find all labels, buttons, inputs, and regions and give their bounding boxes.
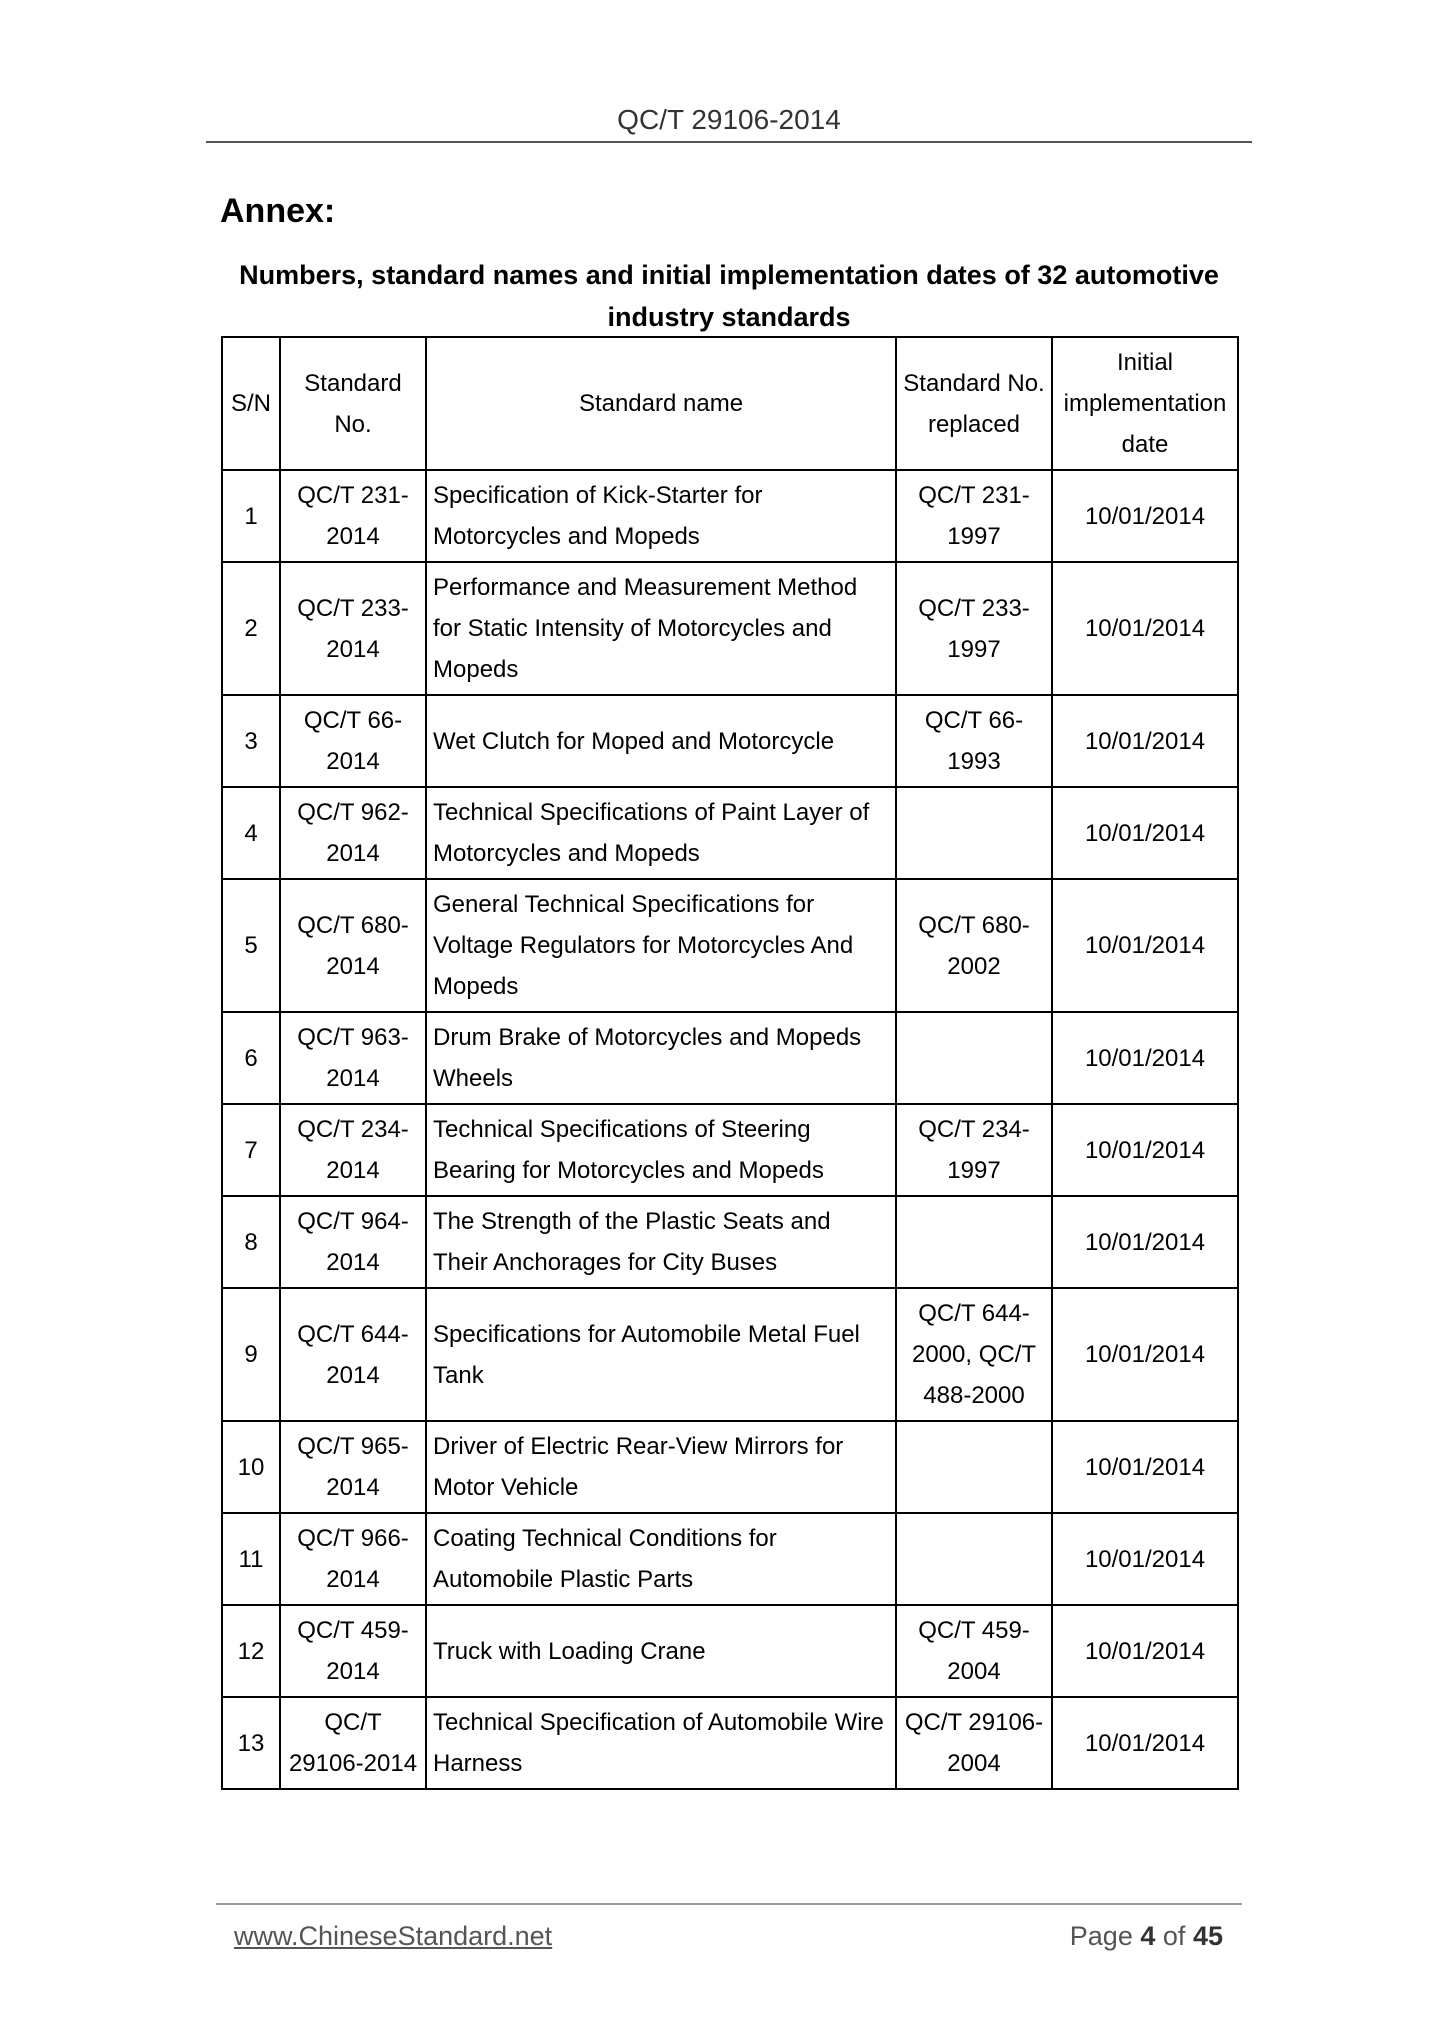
cell-standard-no: QC/T 965-2014 [280, 1421, 426, 1513]
cell-implementation-date: 10/01/2014 [1052, 1421, 1238, 1513]
cell-implementation-date: 10/01/2014 [1052, 879, 1238, 1012]
cell-standard-no: QC/T 233-2014 [280, 562, 426, 695]
cell-standard-name: Driver of Electric Rear-View Mirrors for Motor Vehicle [426, 1421, 896, 1513]
cell-implementation-date: 10/01/2014 [1052, 1513, 1238, 1605]
table-row [222, 1421, 1238, 1513]
cell-standard-no: QC/T 234-2014 [280, 1104, 426, 1196]
cell-sn: 5 [222, 879, 280, 1012]
cell-standard-no: QC/T 644-2014 [280, 1288, 426, 1421]
document-header-title: QC/T 29106-2014 [617, 104, 841, 135]
footer-divider [216, 1903, 1242, 1905]
cell-sn: 8 [222, 1196, 280, 1288]
table-header-row [222, 337, 1238, 470]
cell-sn: 13 [222, 1697, 280, 1789]
cell-sn: 11 [222, 1513, 280, 1605]
annex-heading: Annex: [220, 192, 336, 230]
cell-standard-replaced [896, 1513, 1052, 1605]
table-row [222, 695, 1238, 787]
table-row [222, 787, 1238, 879]
cell-standard-name: Technical Specifications of Steering Bearing for Motorcycles and Mopeds [426, 1104, 896, 1196]
cell-standard-name: Wet Clutch for Moped and Motorcycle [426, 695, 896, 787]
table-row [222, 1196, 1238, 1288]
cell-sn: 2 [222, 562, 280, 695]
cell-standard-name: Performance and Measurement Method for Static Intensity of Motorcycles and Mopeds [426, 562, 896, 695]
cell-implementation-date: 10/01/2014 [1052, 787, 1238, 879]
table-row [222, 1012, 1238, 1104]
column-header-standard-name: Standard name [426, 337, 896, 470]
cell-standard-replaced: QC/T 233-1997 [896, 562, 1052, 695]
cell-implementation-date: 10/01/2014 [1052, 470, 1238, 562]
column-header-sn: S/N [222, 337, 280, 470]
cell-sn: 1 [222, 470, 280, 562]
table-row [222, 1513, 1238, 1605]
cell-implementation-date: 10/01/2014 [1052, 1288, 1238, 1421]
cell-standard-name: Coating Technical Conditions for Automobile Plastic Parts [426, 1513, 896, 1605]
cell-standard-no: QC/T 231-2014 [280, 470, 426, 562]
cell-standard-no: QC/T 963-2014 [280, 1012, 426, 1104]
table-row [222, 879, 1238, 1012]
cell-implementation-date: 10/01/2014 [1052, 1697, 1238, 1789]
column-header-standard-no: Standard No. [280, 337, 426, 470]
table-title: Numbers, standard names and initial implementation dates of 32 automotive industry standards [239, 260, 1219, 332]
cell-standard-name: Technical Specification of Automobile Wire Harness [426, 1697, 896, 1789]
cell-standard-name: The Strength of the Plastic Seats and Their Anchorages for City Buses [426, 1196, 896, 1288]
cell-implementation-date: 10/01/2014 [1052, 1104, 1238, 1196]
cell-standard-no: QC/T 459-2014 [280, 1605, 426, 1697]
cell-standard-replaced: QC/T 644-2000, QC/T 488-2000 [896, 1288, 1052, 1421]
cell-sn: 10 [222, 1421, 280, 1513]
cell-standard-replaced: QC/T 29106-2004 [896, 1697, 1052, 1789]
cell-standard-name: Technical Specifications of Paint Layer of Motorcycles and Mopeds [426, 787, 896, 879]
cell-sn: 6 [222, 1012, 280, 1104]
page-total: 45 [1192, 1921, 1223, 1951]
page-label: Page [1069, 1921, 1133, 1951]
cell-standard-no: QC/T 29106-2014 [280, 1697, 426, 1789]
table-row [222, 1104, 1238, 1196]
cell-implementation-date: 10/01/2014 [1052, 1605, 1238, 1697]
cell-standard-no: QC/T 962-2014 [280, 787, 426, 879]
cell-implementation-date: 10/01/2014 [1052, 1012, 1238, 1104]
cell-standard-no: QC/T 964-2014 [280, 1196, 426, 1288]
cell-standard-name: Drum Brake of Motorcycles and Mopeds Wheels [426, 1012, 896, 1104]
cell-standard-replaced [896, 1196, 1052, 1288]
cell-standard-name: General Technical Specifications for Voltage Regulators for Motorcycles And Mopeds [426, 879, 896, 1012]
page-number [1070, 1921, 1223, 1952]
cell-standard-replaced [896, 1421, 1052, 1513]
cell-sn: 9 [222, 1288, 280, 1421]
cell-implementation-date: 10/01/2014 [1052, 1196, 1238, 1288]
cell-standard-replaced [896, 787, 1052, 879]
cell-standard-replaced: QC/T 66-1993 [896, 695, 1052, 787]
standards-table [221, 336, 1239, 1790]
cell-standard-no: QC/T 680-2014 [280, 879, 426, 1012]
cell-implementation-date: 10/01/2014 [1052, 695, 1238, 787]
table-row [222, 1288, 1238, 1421]
cell-standard-name: Specification of Kick-Starter for Motorcycles and Mopeds [426, 470, 896, 562]
cell-standard-replaced: QC/T 680-2002 [896, 879, 1052, 1012]
cell-standard-name: Truck with Loading Crane [426, 1605, 896, 1697]
cell-standard-replaced [896, 1012, 1052, 1104]
table-row [222, 1605, 1238, 1697]
page-current: 4 [1140, 1921, 1156, 1951]
table-row [222, 470, 1238, 562]
cell-standard-no: QC/T 66-2014 [280, 695, 426, 787]
page-of-label: of [1162, 1921, 1186, 1951]
column-header-implementation-date: Initial implementation date [1052, 337, 1238, 470]
column-header-standard-no-replaced: Standard No. replaced [896, 337, 1052, 470]
cell-sn: 7 [222, 1104, 280, 1196]
cell-sn: 12 [222, 1605, 280, 1697]
cell-implementation-date: 10/01/2014 [1052, 562, 1238, 695]
cell-standard-replaced: QC/T 234-1997 [896, 1104, 1052, 1196]
table-row [222, 1697, 1238, 1789]
cell-sn: 4 [222, 787, 280, 879]
table-row [222, 562, 1238, 695]
cell-sn: 3 [222, 695, 280, 787]
header-divider [206, 141, 1252, 143]
cell-standard-name: Specifications for Automobile Metal Fuel Tank [426, 1288, 896, 1421]
cell-standard-replaced: QC/T 231-1997 [896, 470, 1052, 562]
cell-standard-replaced: QC/T 459-2004 [896, 1605, 1052, 1697]
cell-standard-no: QC/T 966-2014 [280, 1513, 426, 1605]
footer-website-link[interactable]: www.ChineseStandard.net [234, 1921, 553, 1951]
